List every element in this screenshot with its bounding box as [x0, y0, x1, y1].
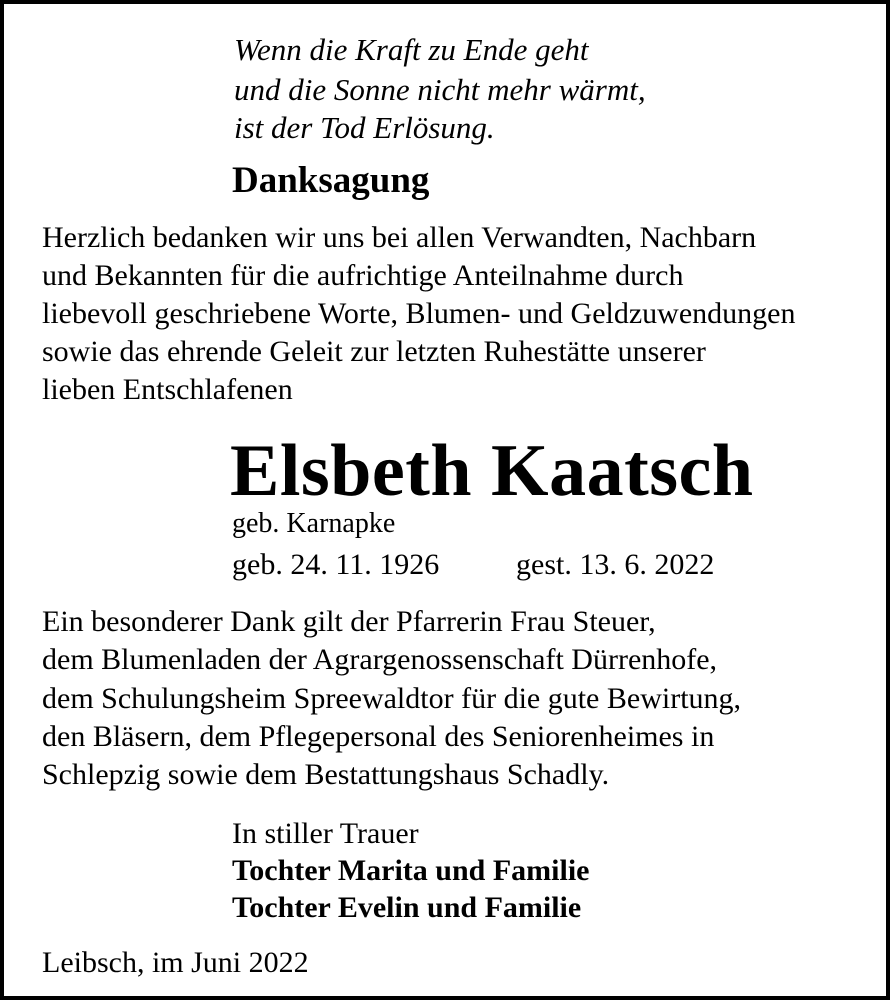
thanks-line-5: Schlepzig sowie dem Bestattungshaus Schadly.: [42, 758, 610, 791]
signature-family-1: Tochter Marita und Familie: [232, 854, 590, 887]
intro-line-4: sowie das ehrende Geleit zur letzten Ruhestätte unserer: [42, 335, 706, 368]
notice-title: Danksagung: [232, 160, 430, 201]
thanks-line-4: den Bläsern, dem Pflegepersonal des Seniorenheimes in: [42, 720, 715, 753]
deceased-name: Elsbeth Kaatsch: [230, 430, 754, 512]
birth-date: geb. 24. 11. 1926: [232, 548, 440, 581]
intro-line-5: lieben Entschlafenen: [42, 373, 293, 406]
intro-line-2: und Bekannten für die aufrichtige Anteilnahme durch: [42, 259, 684, 292]
maiden-name: geb. Karnapke: [232, 508, 396, 539]
thanks-line-2: dem Blumenladen der Agrargenossenschaft Dürrenhofe,: [42, 643, 718, 676]
motto-line-3: ist der Tod Erlösung.: [234, 110, 495, 145]
thanks-line-1: Ein besonderer Dank gilt der Pfarrerin Frau Steuer,: [42, 605, 656, 638]
signature-intro: In stiller Trauer: [232, 817, 419, 850]
thanks-line-3: dem Schulungsheim Spreewaldtor für die gute Bewirtung,: [42, 682, 742, 715]
motto-line-1: Wenn die Kraft zu Ende geht: [234, 32, 589, 67]
place-date: Leibsch, im Juni 2022: [42, 946, 309, 979]
motto-line-2: und die Sonne nicht mehr wärmt,: [234, 72, 646, 107]
intro-line-1: Herzlich bedanken wir uns bei allen Verwandten, Nachbarn: [42, 221, 757, 254]
signature-family-2: Tochter Evelin und Familie: [232, 891, 582, 924]
death-date: gest. 13. 6. 2022: [516, 548, 715, 581]
intro-line-3: liebevoll geschriebene Worte, Blumen- und Geldzuwendungen: [42, 297, 796, 330]
